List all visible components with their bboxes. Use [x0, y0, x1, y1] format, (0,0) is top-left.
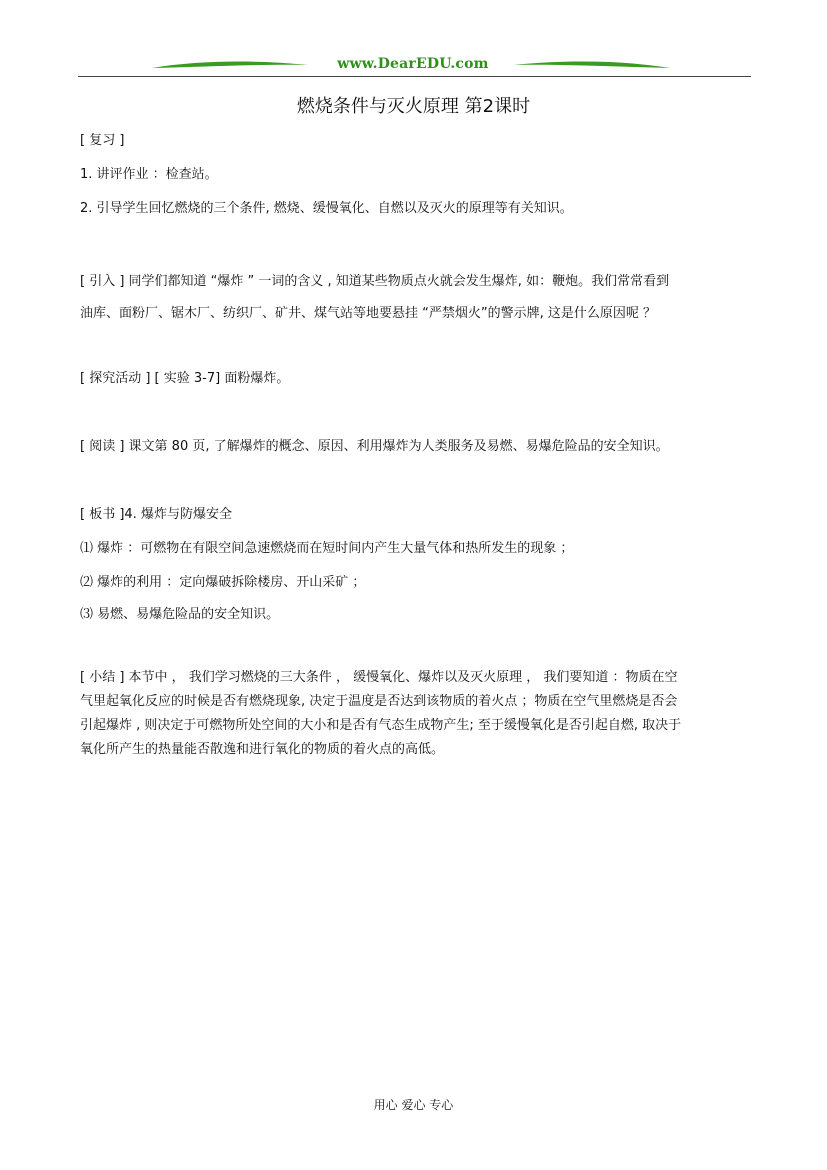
intro-paragraph	[80, 266, 752, 330]
summary-line-3: 引起爆炸 , 则决定于可燃物所处空间的大小和是否有气态生成物产生; 至于缓慢氧化是否引起自燃, 取决于	[80, 718, 682, 733]
board-title: [ 板书 ]4. 爆炸与防爆安全	[80, 507, 232, 522]
header-divider	[78, 76, 751, 77]
board-item-1: ⑴ 爆炸 ：可燃物在有限空间急速燃烧而在短时间内产生大量气体和热所发生的现象 ；	[80, 541, 574, 556]
review-tag: [ 复习 ]	[80, 133, 125, 148]
review-item-2: 2. 引导学生回忆燃烧的三个条件, 燃烧、缓慢氧化、自燃以及灭火的原理等有关知识。	[80, 201, 573, 216]
reading-assignment: [ 阅读 ] 课文第 80 页, 了解爆炸的概念、原因、利用爆炸为人类服务及易燃、易爆危险品的安全知识。	[80, 439, 669, 454]
green-swoosh-right-icon	[512, 59, 672, 73]
summary-line-1: [ 小结 ] 本节中 ， 我们学习燃烧的三大条件 ， 缓慢氧化、爆炸以及灭火原理 ， 我们要知道 ：物质在空	[80, 670, 678, 685]
site-logo[interactable]: www.DearEDU.com	[337, 56, 489, 72]
page-header	[78, 52, 751, 78]
intro-line-2: 油库、面粉厂、锯木厂、纺织厂、矿井、煤气站等地要悬挂 “严禁烟火”的警示牌, 这是什么原因呢 ？	[80, 306, 656, 321]
inquiry-activity: [ 探究活动 ] [ 实验 3-7] 面粉爆炸。	[80, 371, 290, 386]
document-title: 燃烧条件与灭火原理 第2课时	[296, 96, 531, 117]
summary-line-2: 气里起氧化反应的时候是否有燃烧现象, 决定于温度是否达到该物质的着火点 ；物质在空气里燃烧是否会	[80, 694, 678, 709]
page-footer: 用心 爱心 专心	[373, 1098, 454, 1112]
board-item-3: ⑶ 易燃、易爆危险品的安全知识。	[80, 607, 280, 622]
summary-line-4: 氧化所产生的热量能否散逸和进行氧化的物质的着火点的高低。	[80, 742, 445, 757]
green-swoosh-left-icon	[150, 59, 310, 73]
board-item-2: ⑵ 爆炸的利用 ：定向爆破拆除楼房、开山采矿 ；	[80, 575, 366, 590]
intro-line-1: [ 引入 ] 同学们都知道 “爆炸 ” 一词的含义 , 知道某些物质点火就会发生爆炸, 如：鞭炮。我们常常看到	[80, 274, 670, 289]
summary-paragraph	[80, 666, 752, 762]
review-item-1: 1. 讲评作业 ：检查站。	[80, 167, 218, 182]
